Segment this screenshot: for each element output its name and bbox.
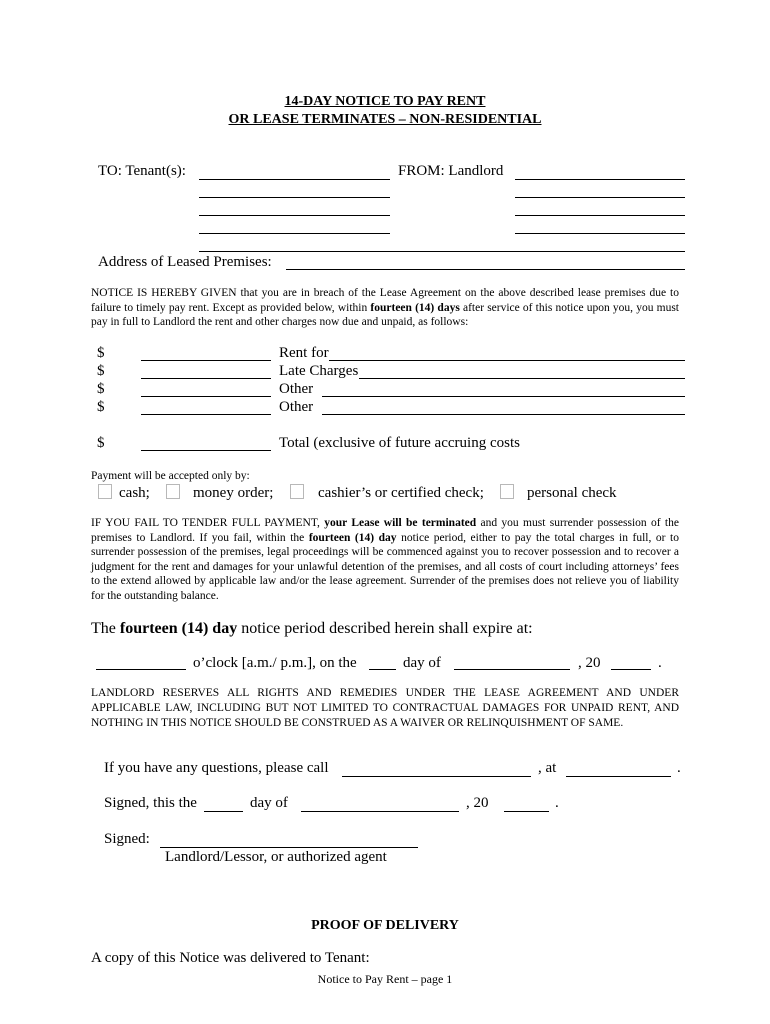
expire-year-prefix: , 20 — [578, 655, 601, 671]
questions-label: If you have any questions, please call — [104, 760, 329, 776]
signature-caption: Landlord/Lessor, or authorized agent — [165, 849, 387, 865]
oclock-label: o’clock [a.m./ p.m.], on the — [193, 655, 357, 671]
signed-period: . — [555, 795, 559, 811]
other-detail-field-2[interactable] — [322, 414, 685, 415]
personal-check-checkbox[interactable] — [500, 484, 514, 499]
charge-label-other-2: Other — [279, 399, 314, 415]
payment-option-money-order: money order; — [193, 485, 274, 501]
payment-option-cashiers-check: cashier’s or certified check; — [318, 485, 484, 501]
tenant-label: TO: Tenant(s): — [98, 163, 186, 179]
expire-time-field[interactable] — [96, 669, 186, 670]
address-field[interactable] — [286, 269, 685, 270]
other-detail-field-1[interactable] — [322, 396, 685, 397]
currency-symbol: $ — [97, 399, 105, 415]
currency-symbol: $ — [97, 381, 105, 397]
tenant-name-field-2[interactable] — [199, 197, 390, 198]
rent-period-field[interactable] — [329, 360, 685, 361]
tenant-name-field-3[interactable] — [199, 215, 390, 216]
charge-label-other-1: Other — [279, 381, 314, 397]
questions-period: . — [677, 760, 681, 776]
late-charges-amount-field[interactable] — [141, 378, 271, 379]
expire-year-field[interactable] — [611, 669, 651, 670]
signature-field[interactable] — [160, 847, 418, 848]
expire-month-field[interactable] — [454, 669, 570, 670]
landlord-name-field-3[interactable] — [515, 215, 685, 216]
signed-year-prefix: , 20 — [466, 795, 489, 811]
cash-checkbox[interactable] — [98, 484, 112, 499]
signature-label: Signed: — [104, 831, 150, 847]
notice-title-line2: OR LEASE TERMINATES – NON-RESIDENTIAL — [228, 112, 542, 127]
reserves-paragraph: LANDLORD RESERVES ALL RIGHTS AND REMEDIES UNDER THE LEASE AGREEMENT AND UNDER APPLICABLE LAW, INCLUDING BUT NOT LIMITED TO CONTRACTUAL DAMAGES FOR UNPAID RENT, AND NOTHING IN THIS NOTICE SHOULD BE CONSTRUED AS A WAIVER OR RELINQUISHMENT OF SAME. — [91, 687, 679, 729]
questions-at-label: , at — [538, 760, 557, 776]
expire-period: . — [658, 655, 662, 671]
landlord-name-field-2[interactable] — [515, 197, 685, 198]
total-amount-field[interactable] — [141, 450, 271, 451]
charge-label-rent: Rent for — [279, 345, 329, 361]
payment-option-personal-check: personal check — [527, 485, 617, 501]
questions-phone-field[interactable] — [342, 776, 531, 777]
signed-year-field[interactable] — [504, 811, 549, 812]
payment-heading: Payment will be accepted only by: — [91, 470, 250, 482]
expire-day-of-label: day of — [403, 655, 441, 671]
landlord-name-field-4[interactable] — [515, 233, 685, 234]
charge-label-late: Late Charges — [279, 363, 359, 379]
signed-day-field[interactable] — [204, 811, 243, 812]
notice-title-line1: 14-DAY NOTICE TO PAY RENT — [284, 94, 486, 109]
other-amount-field-2[interactable] — [141, 414, 271, 415]
total-label: Total (exclusive of future accruing costs — [279, 435, 520, 451]
address-extra-line[interactable] — [199, 251, 685, 252]
rent-amount-field[interactable] — [141, 360, 271, 361]
signed-month-field[interactable] — [301, 811, 459, 812]
currency-symbol: $ — [97, 435, 105, 451]
landlord-label: FROM: Landlord — [398, 163, 504, 179]
payment-option-cash: cash; — [119, 485, 150, 501]
currency-symbol: $ — [97, 363, 105, 379]
expire-day-field[interactable] — [369, 669, 396, 670]
questions-time-field[interactable] — [566, 776, 671, 777]
proof-text: A copy of this Notice was delivered to Tenant: — [91, 950, 370, 966]
other-amount-field-1[interactable] — [141, 396, 271, 397]
notice-paragraph: NOTICE IS HEREBY GIVEN that you are in breach of the Lease Agreement on the above described lease premises due to failure to timely pay rent. Except as provided below, within fourteen (14) days after service of this notice upon you, you must pay in full to Landlord the rent and other charges now due and unpaid, as follows: — [91, 287, 679, 328]
late-charges-detail-field[interactable] — [359, 378, 685, 379]
signed-day-of-label: day of — [250, 795, 288, 811]
tenant-name-field-4[interactable] — [199, 233, 390, 234]
tenant-name-field-1[interactable] — [199, 179, 390, 180]
signed-this-label: Signed, this the — [104, 795, 197, 811]
currency-symbol: $ — [97, 345, 105, 361]
money-order-checkbox[interactable] — [166, 484, 180, 499]
landlord-name-field-1[interactable] — [515, 179, 685, 180]
proof-heading: PROOF OF DELIVERY — [311, 918, 459, 933]
page-footer: Notice to Pay Rent – page 1 — [317, 972, 453, 986]
cashiers-check-checkbox[interactable] — [290, 484, 304, 499]
expire-statement: The fourteen (14) day notice period described herein shall expire at: — [91, 620, 533, 637]
address-label: Address of Leased Premises: — [98, 254, 272, 270]
failure-paragraph: IF YOU FAIL TO TENDER FULL PAYMENT, your Lease will be terminated and you must surrender possession of the premises to Landlord. If you fail, within the fourteen (14) day notice period, either to pay the total charges in full, or to surrender possession of the premises, legal proceedings will be commenced against you to recover possession and to recover a judgment for the rent and damages for your unlawful detention of the premises, and all costs of court including attorneys’ fees to the extend allowed by applicable law and/or the lease agreement. Surrender of the premises does not relieve you of liability for the outstanding balance. — [91, 517, 679, 602]
